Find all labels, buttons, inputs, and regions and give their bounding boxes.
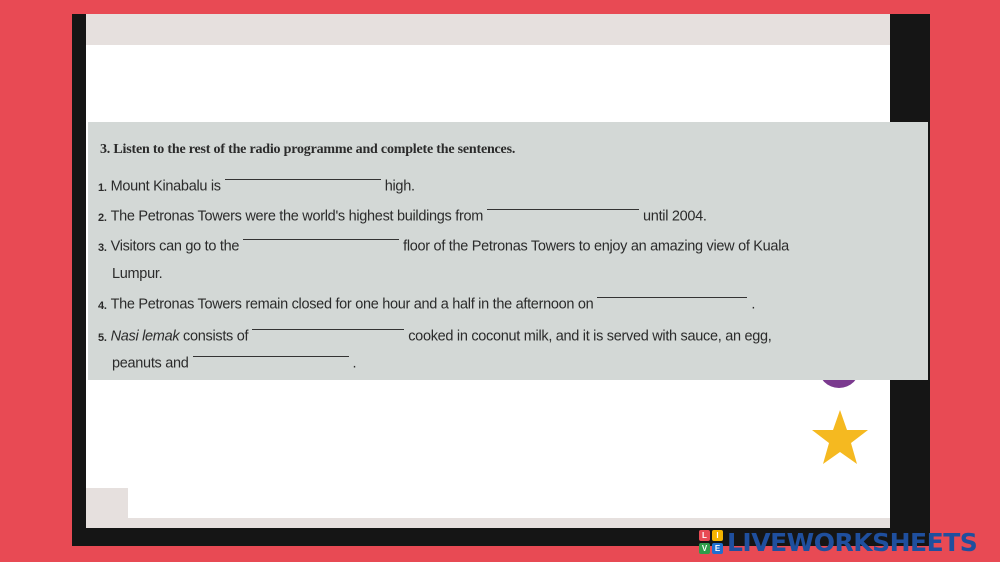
answer-input-5[interactable] (252, 328, 404, 344)
question-text: The Petronas Towers remain closed for one hour and a half in the afternoon on (110, 296, 594, 313)
answer-blank-1[interactable] (225, 178, 381, 180)
answer-blank-4[interactable] (597, 296, 747, 298)
answer-input-1[interactable] (225, 178, 381, 194)
star-icon (810, 408, 870, 468)
question-text: . (751, 296, 756, 313)
answer-input-4[interactable] (597, 296, 747, 312)
question-number: 1. (98, 181, 107, 194)
question-text: peanuts and (112, 355, 189, 372)
dish-name: Nasi lemak (110, 328, 180, 345)
logo-letter: V (699, 543, 710, 554)
question-number: 2. (98, 211, 107, 224)
question-text: Visitors can go to the (110, 238, 240, 255)
question-3 (98, 238, 789, 255)
question-5-continuation (112, 355, 356, 372)
question-2 (98, 208, 707, 225)
question-5 (98, 328, 771, 345)
answer-input-2[interactable] (487, 208, 639, 224)
question-text: . (352, 355, 357, 372)
answer-blank-3[interactable] (243, 238, 399, 240)
question-3-continuation: Lumpur. (112, 266, 163, 282)
question-text: cooked in coconut milk, and it is served with sauce, an egg, (408, 328, 772, 345)
answer-input-3[interactable] (243, 238, 399, 254)
answer-input-6[interactable] (193, 355, 349, 371)
question-text: Mount Kinabalu is (110, 178, 221, 195)
question-text: floor of the Petronas Towers to enjoy an amazing view of Kuala (403, 238, 789, 255)
answer-blank-2[interactable] (487, 208, 639, 210)
logo-letter: E (712, 543, 723, 554)
question-number: 3. (98, 241, 107, 254)
question-text: until 2004. (643, 208, 707, 225)
question-text: The Petronas Towers were the world's highest buildings from (110, 208, 484, 225)
logo-letter: L (699, 530, 710, 541)
question-4 (98, 296, 755, 313)
logo-blocks-icon (699, 530, 723, 554)
question-1 (98, 178, 415, 195)
question-number: 4. (98, 299, 107, 312)
logo-text: LIVEWORKSHEETS (727, 527, 978, 557)
question-number: 5. (98, 331, 107, 344)
logo-letter: I (712, 530, 723, 541)
liveworksheets-logo (699, 528, 977, 556)
answer-blank-6[interactable] (193, 355, 349, 357)
question-text: high. (384, 178, 415, 195)
exercise-title: 3. Listen to the rest of the radio programme and complete the sentences. (100, 142, 516, 157)
question-text: consists of (183, 328, 249, 345)
answer-blank-5[interactable] (252, 328, 404, 330)
worksheet-panel (88, 122, 928, 380)
